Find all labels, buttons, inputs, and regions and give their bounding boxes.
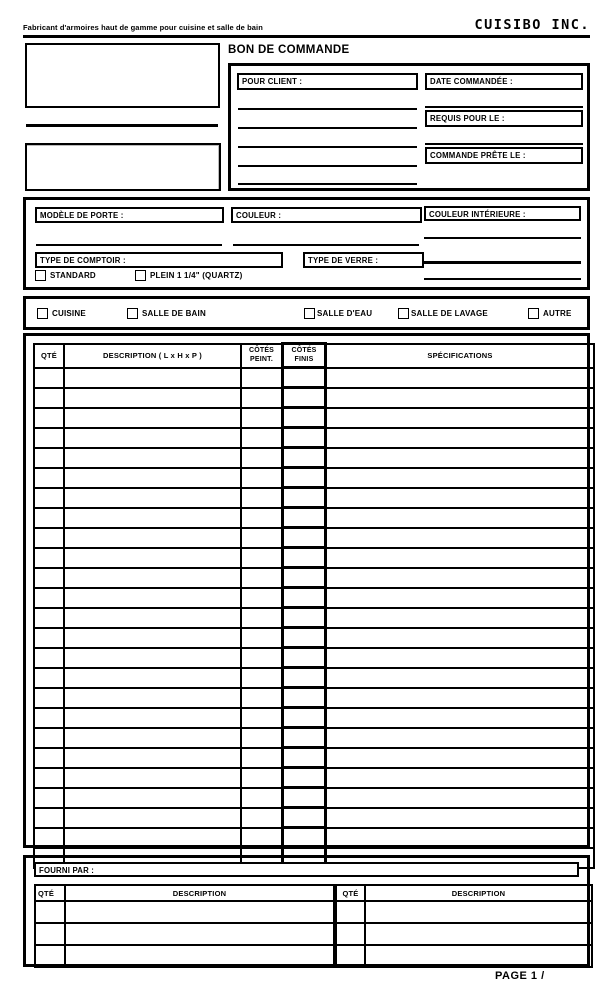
item-cotes-peint-cell[interactable]: [241, 588, 283, 608]
fourni-description-cell[interactable]: [365, 901, 592, 923]
checkbox-icon[interactable]: [127, 308, 138, 319]
item-description-cell[interactable]: [64, 748, 241, 768]
table-row: [35, 945, 592, 967]
item-cotes-finis-cell[interactable]: [283, 748, 326, 768]
table-row: [34, 368, 594, 388]
room-option-salle-de-bain: [127, 308, 206, 319]
item-specifications-cell[interactable]: [326, 588, 595, 608]
item-cotes-peint-cell[interactable]: [241, 508, 283, 528]
commande-prete-le-label: COMMANDE PRÊTE LE :: [425, 147, 583, 164]
form-title: BON DE COMMANDE: [228, 44, 350, 56]
room-type-section: [23, 296, 590, 330]
requis-pour-le-label: REQUIS POUR LE :: [425, 110, 583, 127]
item-qty-cell[interactable]: [34, 808, 64, 828]
table-row: [34, 528, 594, 548]
item-description-cell[interactable]: [64, 388, 241, 408]
items-header-specifications: SPÉCIFICATIONS: [326, 344, 595, 368]
table-row: [34, 568, 594, 588]
item-description-cell[interactable]: [64, 648, 241, 668]
checkbox-icon[interactable]: [37, 308, 48, 319]
fourni-table: [34, 884, 593, 968]
item-qty-cell[interactable]: [34, 448, 64, 468]
checkbox-icon[interactable]: [135, 270, 146, 281]
item-cotes-finis-cell[interactable]: [283, 788, 326, 808]
table-row: [34, 588, 594, 608]
item-description-cell[interactable]: [64, 608, 241, 628]
fourni-header-qte: QTÉ: [35, 885, 65, 901]
item-description-cell[interactable]: [64, 768, 241, 788]
item-specifications-cell[interactable]: [326, 508, 595, 528]
table-row: [34, 428, 594, 448]
item-cotes-peint-cell[interactable]: [241, 828, 283, 848]
option-label: SALLE DE BAIN: [142, 309, 206, 318]
item-cotes-finis-cell[interactable]: [283, 668, 326, 688]
fourni-qty-cell[interactable]: [35, 901, 65, 923]
item-specifications-cell[interactable]: [326, 788, 595, 808]
left-write-line[interactable]: [26, 124, 218, 127]
comptoir-option-standard: [35, 270, 96, 281]
item-cotes-finis-cell[interactable]: [283, 628, 326, 648]
item-description-cell[interactable]: [64, 428, 241, 448]
table-row: [34, 828, 594, 848]
item-cotes-finis-cell[interactable]: [283, 728, 326, 748]
fourni-header-description: DESCRIPTION: [65, 885, 335, 901]
item-description-cell[interactable]: [64, 568, 241, 588]
item-description-cell[interactable]: [64, 588, 241, 608]
fourni-table-body: [35, 901, 592, 967]
table-row: [34, 768, 594, 788]
checkbox-icon[interactable]: [35, 270, 46, 281]
table-row: [34, 408, 594, 428]
table-row: [34, 808, 594, 828]
item-cotes-finis-cell[interactable]: [283, 528, 326, 548]
checkbox-icon[interactable]: [398, 308, 409, 319]
item-cotes-peint-cell[interactable]: [241, 608, 283, 628]
item-qty-cell[interactable]: [34, 408, 64, 428]
couleur-interieure-label: COULEUR INTÉRIEURE :: [424, 206, 581, 221]
item-description-cell[interactable]: [64, 808, 241, 828]
modele-de-porte-label: MODÈLE DE PORTE :: [35, 207, 224, 223]
table-row: [34, 468, 594, 488]
fourni-header-qte: QTÉ: [335, 885, 365, 901]
table-row: [34, 788, 594, 808]
item-cotes-peint-cell[interactable]: [241, 788, 283, 808]
table-row: [34, 448, 594, 468]
item-specifications-cell[interactable]: [326, 728, 595, 748]
type-de-verre-label: TYPE DE VERRE :: [303, 252, 424, 268]
table-row: [34, 488, 594, 508]
item-specifications-cell[interactable]: [326, 748, 595, 768]
fourni-qty-cell[interactable]: [35, 945, 65, 967]
item-cotes-peint-cell[interactable]: [241, 568, 283, 588]
room-option-autre: [528, 308, 572, 319]
requis-pour-le-line[interactable]: [425, 143, 583, 145]
item-specifications-cell[interactable]: [326, 828, 595, 848]
item-qty-cell[interactable]: [34, 748, 64, 768]
couleur-interieure-line[interactable]: [424, 278, 581, 280]
fourni-qty-cell[interactable]: [35, 923, 65, 945]
room-option-salle-d-eau: [304, 308, 372, 319]
item-cotes-finis-cell[interactable]: [283, 648, 326, 668]
item-cotes-finis-cell[interactable]: [283, 428, 326, 448]
table-row: [34, 648, 594, 668]
date-commandee-label: DATE COMMANDÉE :: [425, 73, 583, 90]
table-row: [35, 901, 592, 923]
items-table-body: [34, 368, 594, 868]
client-write-line[interactable]: [238, 108, 417, 110]
items-table-section: [23, 333, 590, 848]
option-label: PLEIN 1 1/4" (QUARTZ): [150, 271, 243, 280]
item-qty-cell[interactable]: [34, 608, 64, 628]
item-cotes-peint-cell[interactable]: [241, 808, 283, 828]
fourni-qty-cell[interactable]: [335, 923, 365, 945]
pour-client-label: POUR CLIENT :: [237, 73, 418, 90]
table-row: [35, 923, 592, 945]
item-specifications-cell[interactable]: [326, 668, 595, 688]
item-cotes-peint-cell[interactable]: [241, 528, 283, 548]
items-table-header: [34, 344, 594, 368]
option-label: STANDARD: [50, 271, 96, 280]
table-row: [34, 508, 594, 528]
client-write-line[interactable]: [238, 165, 417, 167]
item-cotes-peint-cell[interactable]: [241, 648, 283, 668]
item-cotes-finis-cell[interactable]: [283, 768, 326, 788]
item-description-cell[interactable]: [64, 448, 241, 468]
item-specifications-cell[interactable]: [326, 808, 595, 828]
page-number: PAGE 1 /: [495, 970, 545, 982]
option-label: SALLE D'EAU: [317, 309, 373, 318]
item-cotes-finis-cell[interactable]: [283, 708, 326, 728]
item-cotes-finis-cell[interactable]: [283, 468, 326, 488]
item-qty-cell[interactable]: [34, 768, 64, 788]
item-cotes-finis-cell[interactable]: [283, 688, 326, 708]
table-row: [34, 548, 594, 568]
table-row: [34, 708, 594, 728]
item-cotes-peint-cell[interactable]: [241, 428, 283, 448]
item-specifications-cell[interactable]: [326, 428, 595, 448]
item-cotes-finis-cell[interactable]: [283, 508, 326, 528]
item-specifications-cell[interactable]: [326, 648, 595, 668]
client-write-line[interactable]: [238, 183, 417, 185]
couleur-interieure-line[interactable]: [424, 237, 581, 239]
item-qty-cell[interactable]: [34, 388, 64, 408]
item-cotes-finis-cell[interactable]: [283, 488, 326, 508]
item-cotes-finis-cell[interactable]: [283, 588, 326, 608]
items-header-cotes-finis: [283, 344, 326, 368]
items-header-qte: QTÉ: [34, 344, 64, 368]
option-label: AUTRE: [543, 309, 572, 318]
fourni-description-cell[interactable]: [365, 945, 592, 967]
items-header-cotes-peint: [241, 344, 283, 368]
items-header-description: DESCRIPTION ( L x H x P ): [64, 344, 241, 368]
item-specifications-cell[interactable]: [326, 488, 595, 508]
dealer-info-box[interactable]: [25, 43, 220, 108]
item-specifications-cell[interactable]: [326, 708, 595, 728]
item-qty-cell[interactable]: [34, 728, 64, 748]
item-description-cell[interactable]: [64, 468, 241, 488]
header-divider: [23, 35, 590, 38]
item-cotes-peint-cell[interactable]: [241, 628, 283, 648]
item-specifications-cell[interactable]: [326, 548, 595, 568]
couleur-line[interactable]: [233, 244, 419, 246]
fourni-table-header: [35, 885, 592, 901]
item-specifications-cell[interactable]: [326, 388, 595, 408]
item-cotes-peint-cell[interactable]: [241, 368, 283, 388]
item-description-cell[interactable]: [64, 628, 241, 648]
fourni-description-cell[interactable]: [365, 923, 592, 945]
fourni-description-cell[interactable]: [65, 945, 335, 967]
table-row: [34, 628, 594, 648]
item-cotes-finis-cell[interactable]: [283, 568, 326, 588]
fourni-header-description: DESCRIPTION: [365, 885, 592, 901]
item-qty-cell[interactable]: [34, 688, 64, 708]
item-cotes-finis-cell[interactable]: [283, 368, 326, 388]
item-qty-cell[interactable]: [34, 668, 64, 688]
item-cotes-peint-cell[interactable]: [241, 388, 283, 408]
item-qty-cell[interactable]: [34, 708, 64, 728]
item-specifications-cell[interactable]: [326, 408, 595, 428]
item-description-cell[interactable]: [64, 488, 241, 508]
client-info-section: [228, 63, 590, 191]
item-qty-cell[interactable]: [34, 428, 64, 448]
type-de-comptoir-label: TYPE DE COMPTOIR :: [35, 252, 283, 268]
fourni-par-section: [23, 855, 590, 967]
table-row: [34, 688, 594, 708]
item-cotes-peint-cell[interactable]: [241, 468, 283, 488]
items-table: [33, 342, 595, 869]
item-cotes-peint-cell[interactable]: [241, 408, 283, 428]
item-qty-cell[interactable]: [34, 508, 64, 528]
item-qty-cell[interactable]: [34, 568, 64, 588]
item-cotes-finis-cell[interactable]: [283, 548, 326, 568]
item-cotes-peint-cell[interactable]: [241, 548, 283, 568]
item-specifications-cell[interactable]: [326, 628, 595, 648]
item-cotes-peint-cell[interactable]: [241, 748, 283, 768]
date-commandee-line[interactable]: [425, 106, 583, 108]
item-description-cell[interactable]: [64, 368, 241, 388]
checkbox-icon[interactable]: [304, 308, 315, 319]
client-write-line[interactable]: [238, 127, 417, 129]
fourni-qty-cell[interactable]: [335, 901, 365, 923]
item-qty-cell[interactable]: [34, 628, 64, 648]
item-specifications-cell[interactable]: [326, 528, 595, 548]
item-qty-cell[interactable]: [34, 468, 64, 488]
room-option-salle-de-lavage: [398, 308, 488, 319]
item-specifications-cell[interactable]: [326, 608, 595, 628]
item-cotes-peint-cell[interactable]: [241, 688, 283, 708]
item-description-cell[interactable]: [64, 668, 241, 688]
item-cotes-finis-cell[interactable]: [283, 808, 326, 828]
checkbox-icon[interactable]: [528, 308, 539, 319]
item-description-cell[interactable]: [64, 408, 241, 428]
secondary-info-box[interactable]: [25, 143, 221, 191]
door-specs-section: [23, 197, 590, 290]
table-row: [34, 608, 594, 628]
item-specifications-cell[interactable]: [326, 468, 595, 488]
item-cotes-peint-cell[interactable]: [241, 668, 283, 688]
item-cotes-finis-cell[interactable]: [283, 388, 326, 408]
item-cotes-finis-cell[interactable]: [283, 608, 326, 628]
fourni-description-cell[interactable]: [65, 923, 335, 945]
item-description-cell[interactable]: [64, 688, 241, 708]
fourni-qty-cell[interactable]: [335, 945, 365, 967]
item-cotes-peint-cell[interactable]: [241, 488, 283, 508]
table-row: [34, 668, 594, 688]
item-description-cell[interactable]: [64, 508, 241, 528]
item-cotes-finis-cell[interactable]: [283, 448, 326, 468]
item-specifications-cell[interactable]: [326, 368, 595, 388]
item-description-cell[interactable]: [64, 708, 241, 728]
fourni-description-cell[interactable]: [65, 901, 335, 923]
item-cotes-peint-cell[interactable]: [241, 708, 283, 728]
couleur-interieure-line[interactable]: [424, 261, 581, 264]
item-qty-cell[interactable]: [34, 588, 64, 608]
item-cotes-peint-cell[interactable]: [241, 728, 283, 748]
item-specifications-cell[interactable]: [326, 688, 595, 708]
header-line: PEINT.: [250, 355, 273, 363]
item-cotes-peint-cell[interactable]: [241, 768, 283, 788]
company-logo: CUISIBO INC.: [474, 17, 590, 33]
item-cotes-finis-cell[interactable]: [283, 408, 326, 428]
item-qty-cell[interactable]: [34, 548, 64, 568]
item-specifications-cell[interactable]: [326, 568, 595, 588]
modele-de-porte-line[interactable]: [36, 244, 222, 246]
couleur-label: COULEUR :: [231, 207, 422, 223]
item-description-cell[interactable]: [64, 788, 241, 808]
item-qty-cell[interactable]: [34, 368, 64, 388]
header-line: FINIS: [294, 355, 314, 363]
item-qty-cell[interactable]: [34, 788, 64, 808]
item-cotes-finis-cell[interactable]: [283, 828, 326, 848]
option-label: CUISINE: [52, 309, 86, 318]
item-description-cell[interactable]: [64, 828, 241, 848]
item-description-cell[interactable]: [64, 728, 241, 748]
room-option-cuisine: [37, 308, 86, 319]
company-tagline: Fabricant d'armoires haut de gamme pour cuisine et salle de bain: [23, 23, 263, 32]
client-write-line[interactable]: [238, 146, 417, 148]
table-row: [34, 728, 594, 748]
table-row: [34, 748, 594, 768]
item-specifications-cell[interactable]: [326, 768, 595, 788]
item-cotes-peint-cell[interactable]: [241, 448, 283, 468]
header-line: CÔTÉS: [248, 347, 275, 354]
comptoir-option-plein-quartz: [135, 270, 242, 281]
item-specifications-cell[interactable]: [326, 448, 595, 468]
item-description-cell[interactable]: [64, 548, 241, 568]
item-qty-cell[interactable]: [34, 528, 64, 548]
table-row: [34, 388, 594, 408]
item-qty-cell[interactable]: [34, 648, 64, 668]
item-qty-cell[interactable]: [34, 828, 64, 848]
fourni-par-label: FOURNI PAR :: [34, 862, 579, 877]
item-qty-cell[interactable]: [34, 488, 64, 508]
header-line: CÔTÉS: [291, 347, 317, 354]
option-label: SALLE DE LAVAGE: [411, 309, 488, 318]
item-description-cell[interactable]: [64, 528, 241, 548]
